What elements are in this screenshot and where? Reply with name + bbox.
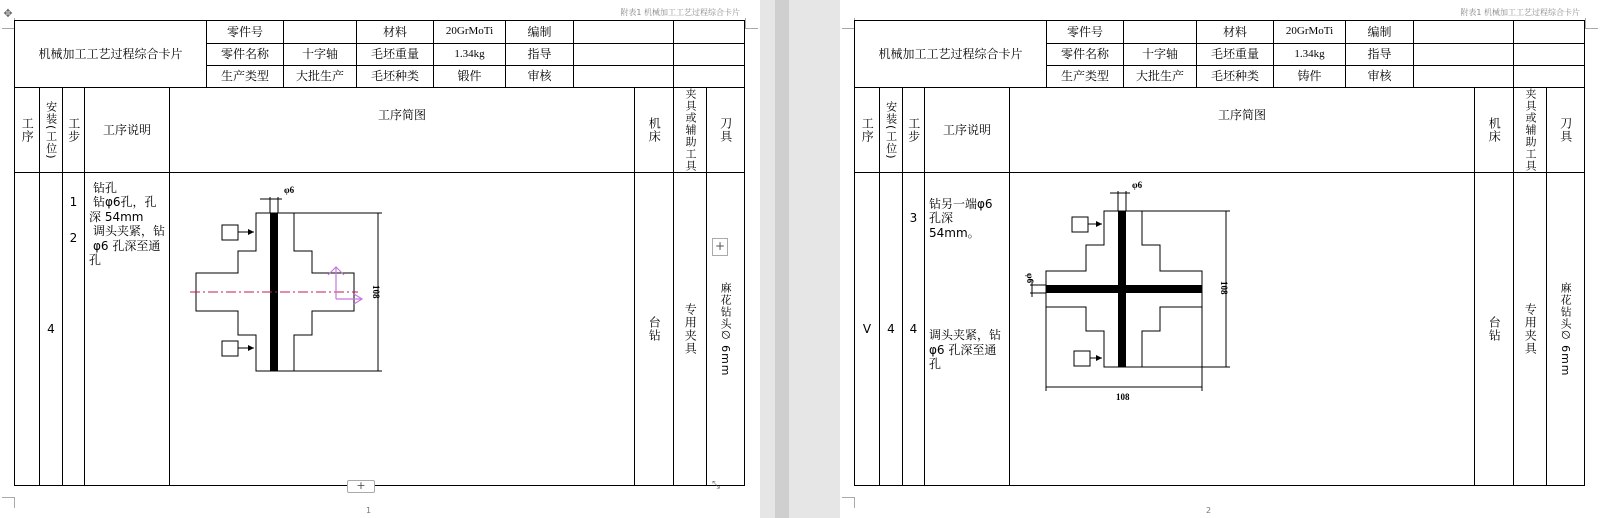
label-part-no: 零件号 [207,21,284,44]
label-part-name: 零件名称 [207,44,284,66]
step-number: 3 [909,211,918,225]
label-blank-weight: 毛坯重量 [1197,44,1274,66]
description-line: 孔深 54mm。 [929,211,980,240]
label-material: 材料 [1197,21,1274,44]
cell-description [925,173,1010,486]
value-production-type[interactable]: 大批生产 [284,66,357,88]
card-title: 机械加工工艺过程综合卡片 [15,21,207,88]
value-prepared-by[interactable] [1414,21,1514,44]
description-line: 深 54mm [89,209,144,224]
label-prepared-by: 编制 [1346,21,1414,44]
value-blank[interactable] [674,66,745,88]
page-header: 附表1 机械加工工艺过程综合卡片 [1460,8,1580,17]
description-line: φ6 孔深至通 [93,238,161,253]
value-blank[interactable] [674,44,745,66]
value-review[interactable] [574,66,674,88]
cell-steps [903,173,925,486]
description-line: 钻φ6孔，孔 [93,195,157,210]
col-header-machine: 机床 [1475,88,1514,173]
dia-label: φ6 [1132,180,1143,190]
col-header-sketch: 工序简图 [1010,88,1475,173]
col-header-description: 工序说明 [85,88,170,173]
dim-label: 108 [371,285,381,299]
label-blank-type: 毛坯种类 [357,66,434,88]
process-card-table [14,20,745,486]
cell-machine: 台钻 [635,173,674,486]
cell-install: 4 [880,173,903,486]
clamp-block-icon [222,341,238,356]
col-header-install: 安装(工位) [880,88,903,173]
dia-label-side: φ6 [1025,273,1035,284]
label-guide: 指导 [506,44,574,66]
col-header-description: 工序说明 [925,88,1010,173]
cell-tool: 麻花钻头∅ 6mm [707,173,745,486]
description-line: 调头夹紧，钻 [929,328,1002,343]
step-number: 2 [69,231,78,246]
step-number: 1 [69,195,78,209]
col-header-step: 工步 [63,88,85,173]
description-line: 调头夹紧，钻 [93,224,166,239]
col-header-step: 工步 [903,88,925,173]
col-header-machine: 机床 [635,88,674,173]
value-part-name[interactable]: 十字轴 [1124,44,1197,66]
value-blank[interactable] [1514,44,1585,66]
cell-fixture: 专用夹具 [674,173,707,486]
value-blank-type[interactable]: 锻件 [434,66,506,88]
card-title: 机械加工工艺过程综合卡片 [855,21,1047,88]
add-column-button[interactable]: + [712,238,728,256]
crop-mark [1585,18,1598,29]
clamp-block-icon [1072,217,1088,232]
cell-install: 4 [40,173,63,486]
clamp-block-icon [222,225,238,240]
value-part-no[interactable] [284,21,357,44]
clamp-arrowhead [1096,221,1102,227]
cross-shaft-drilling-sketch [1010,173,1442,485]
value-guide[interactable] [574,44,674,66]
value-review[interactable] [1414,66,1514,88]
description-line: 钻另一端φ6 [929,197,993,211]
cell-description [85,173,170,486]
value-material[interactable]: 20GrMoTi [1274,21,1346,44]
page-number: 1 [366,506,372,515]
label-review: 审核 [506,66,574,88]
page-number: 2 [1206,506,1212,515]
description-line: 孔 [929,356,942,371]
crop-mark [842,497,855,508]
crop-mark [745,18,758,29]
cell-process [15,173,40,486]
table-resize-handle-icon[interactable]: ⤡ [712,480,720,491]
value-blank[interactable] [674,21,745,44]
label-blank-weight: 毛坯重量 [357,44,434,66]
cross-shaft-drilling-sketch [170,173,602,485]
label-part-no: 零件号 [1047,21,1124,44]
cell-machine: 台钻 [1475,173,1514,486]
col-header-fixture: 夹具或辅助工具 [674,88,707,173]
value-part-name[interactable]: 十字轴 [284,44,357,66]
description-line: 钻孔 [93,181,118,195]
clamp-block-icon [1074,351,1090,366]
label-production-type: 生产类型 [1047,66,1124,88]
label-guide: 指导 [1346,44,1414,66]
page-header: 附表1 机械加工工艺过程综合卡片 [620,8,740,17]
cell-process: V [855,173,880,486]
cell-fixture: 专用夹具 [1514,173,1547,486]
clamp-arrowhead [1096,355,1102,361]
document-page-2 [840,0,1600,518]
col-header-process: 工序 [855,88,880,173]
document-page-1 [0,0,760,518]
process-sketch-cell [170,173,635,486]
label-review: 审核 [1346,66,1414,88]
page-gutter [775,0,789,518]
clamp-arrowhead [248,345,254,351]
cell-tool: 麻花钻头∅ 6mm [1547,173,1585,486]
process-card-table [854,20,1585,486]
value-guide[interactable] [1414,44,1514,66]
col-header-tool: 刀具 [707,88,745,173]
value-part-no[interactable] [1124,21,1197,44]
col-header-tool: 刀具 [1547,88,1585,173]
add-row-button[interactable]: + [347,480,375,493]
value-blank-weight[interactable]: 1.34kg [1274,44,1346,66]
label-material: 材料 [357,21,434,44]
drill-hole-horizontal [1046,285,1202,293]
label-prepared-by: 编制 [506,21,574,44]
label-production-type: 生产类型 [207,66,284,88]
label-blank-type: 毛坯种类 [1197,66,1274,88]
value-blank-type[interactable]: 铸件 [1274,66,1346,88]
col-header-sketch: 工序简图 [170,88,635,173]
value-blank[interactable] [1514,21,1585,44]
dim-label-horizontal: 108 [1116,392,1130,402]
crop-mark [2,497,15,508]
value-blank-weight[interactable]: 1.34kg [434,44,506,66]
clamp-arrowhead [248,229,254,235]
description-line: φ6 孔深至通 [929,342,997,357]
col-header-install: 安装(工位) [40,88,63,173]
table-move-handle-icon[interactable]: ✥ [3,7,13,20]
process-sketch-cell [1010,173,1475,486]
dim-label-vertical: 108 [1219,281,1229,295]
label-part-name: 零件名称 [1047,44,1124,66]
dia-label: φ6 [284,185,295,195]
value-prepared-by[interactable] [574,21,674,44]
description-line: 孔 [89,252,102,267]
cell-steps [63,173,85,486]
value-material[interactable]: 20GrMoTi [434,21,506,44]
step-number: 4 [909,321,918,336]
value-blank[interactable] [1514,66,1585,88]
value-production-type[interactable]: 大批生产 [1124,66,1197,88]
col-header-fixture: 夹具或辅助工具 [1514,88,1547,173]
col-header-process: 工序 [15,88,40,173]
